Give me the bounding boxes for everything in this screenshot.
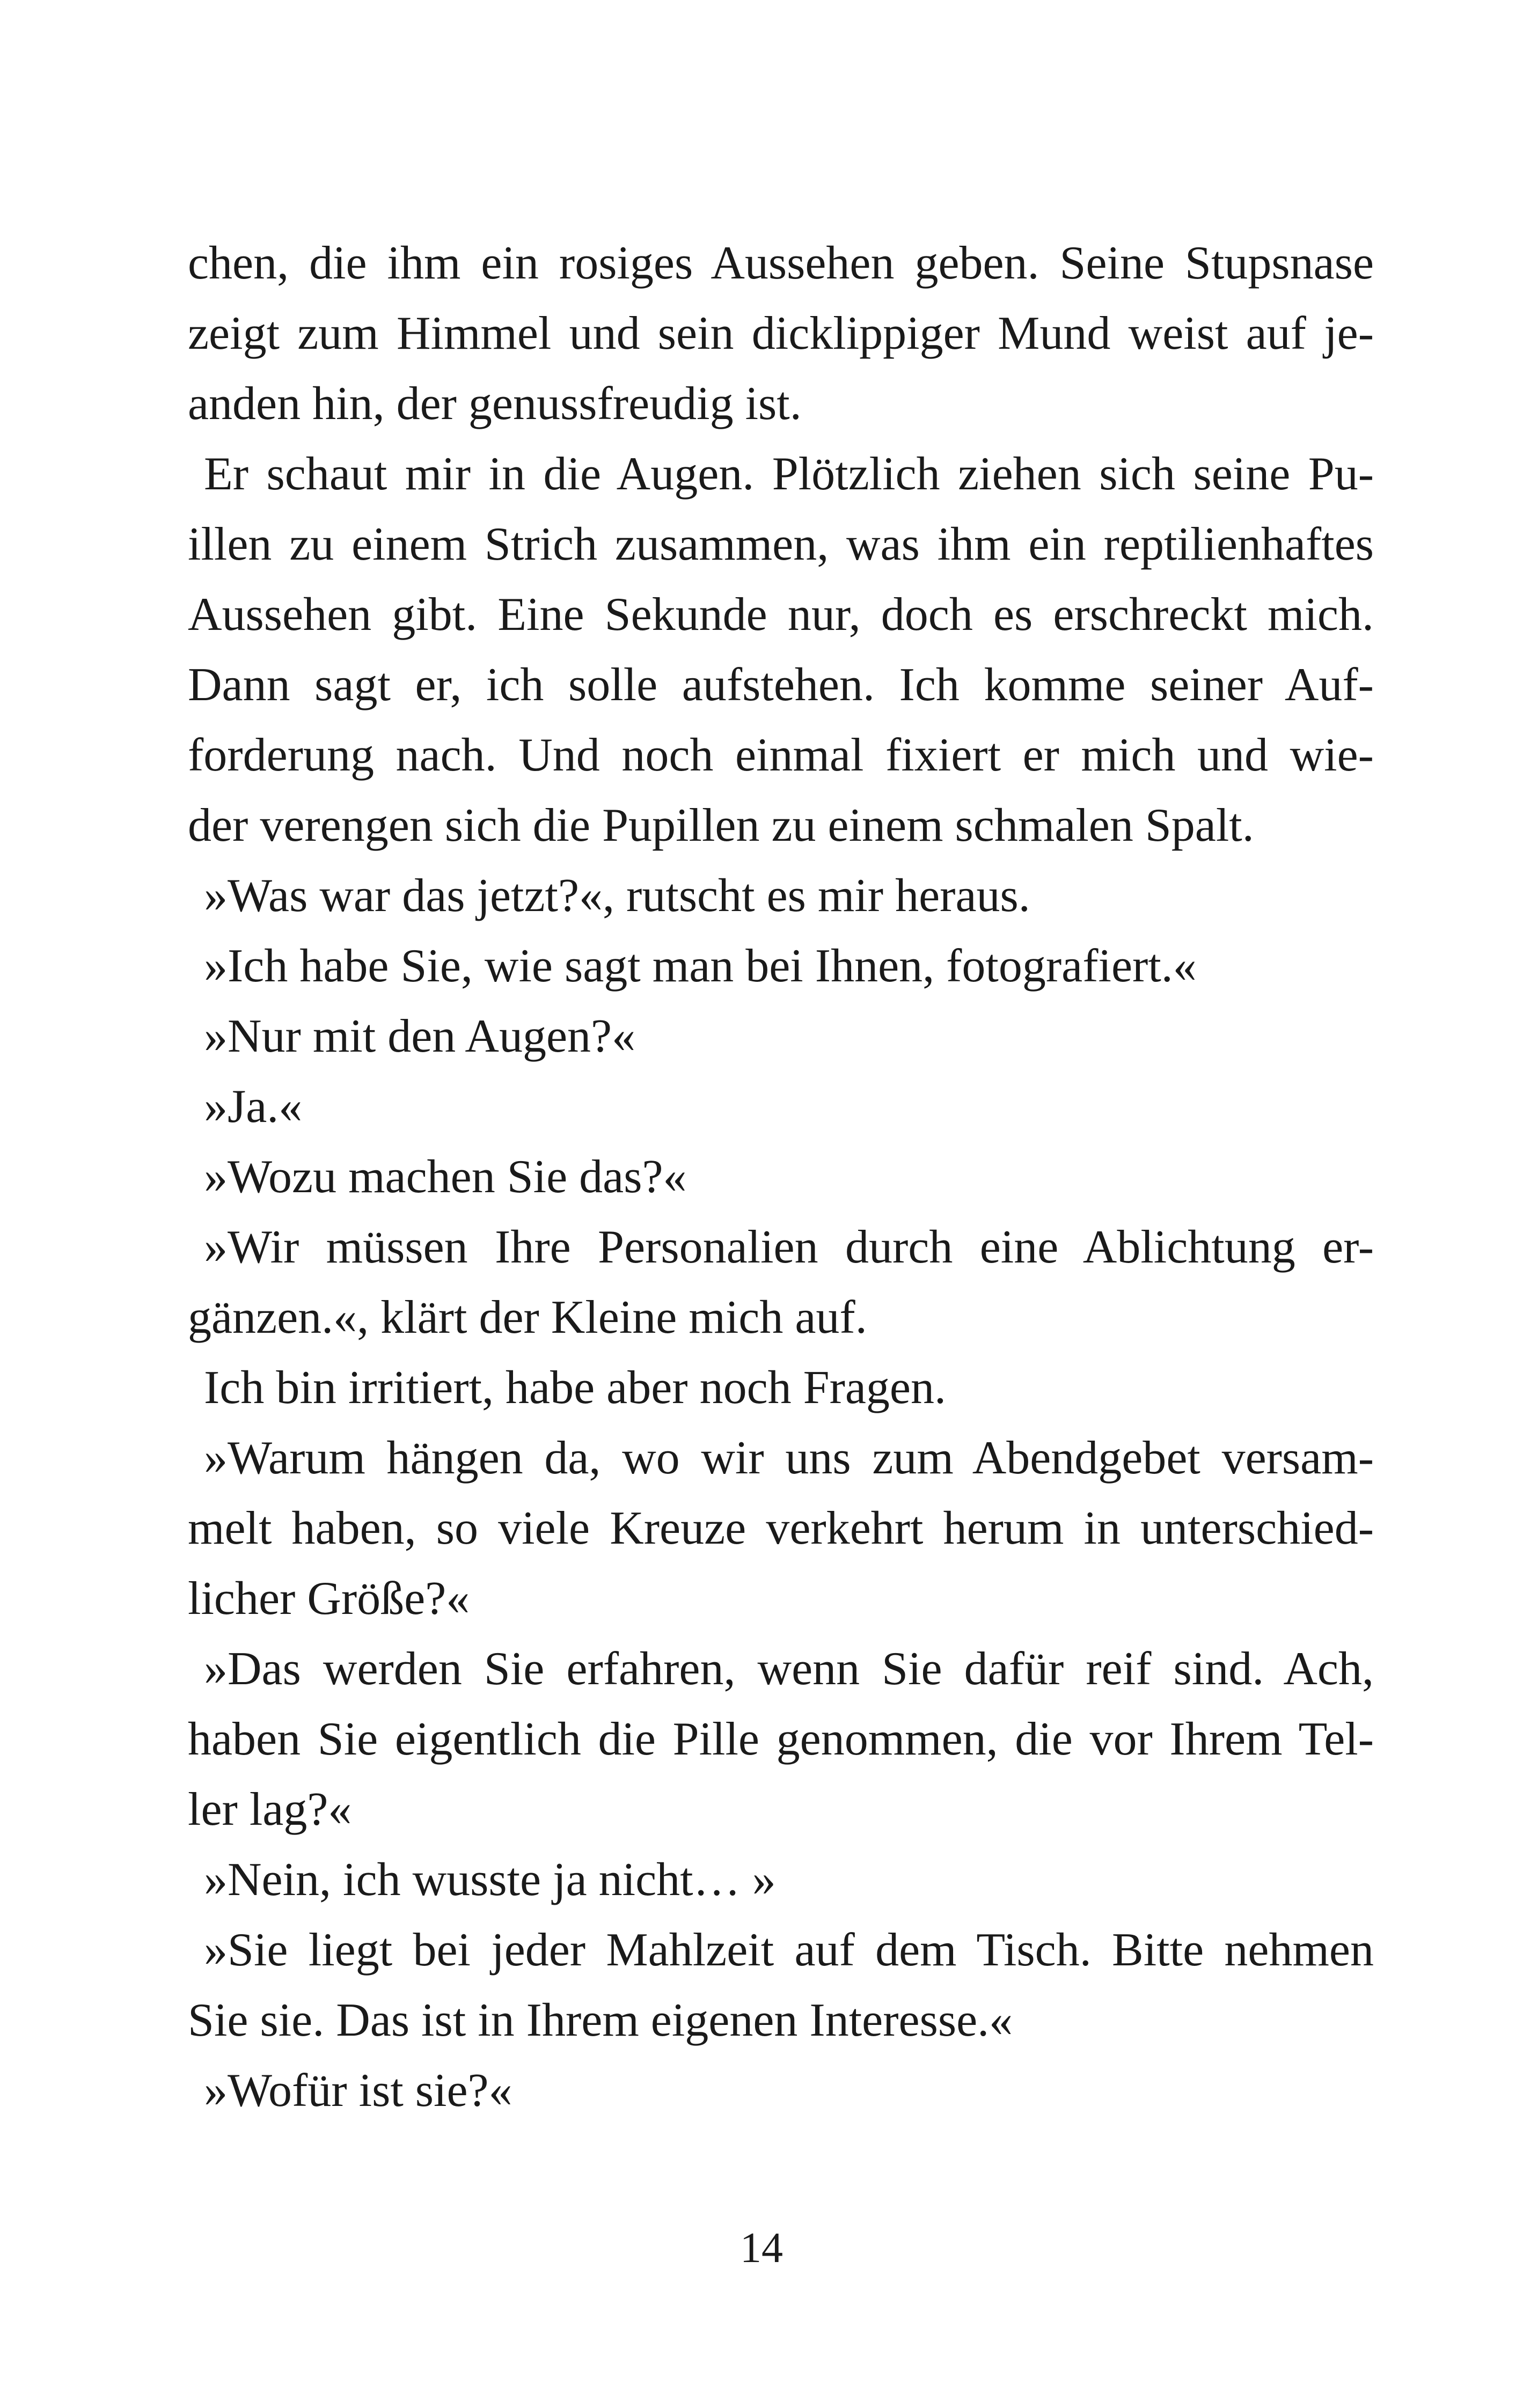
text-line: chen, die ihm ein rosiges Aussehen geben. Seine Stupsnase — [188, 237, 1374, 289]
text-line: Aussehen gibt. Eine Sekunde nur, doch es erschreckt mich. — [188, 589, 1374, 641]
body-text — [188, 228, 1374, 2126]
text-line: »Warum hängen da, wo wir uns zum Abendgebet versam- — [204, 1432, 1374, 1484]
text-line: Er schaut mir in die Augen. Plötzlich ziehen sich seine Pu- — [204, 448, 1374, 500]
text-line: »Wofür ist sie?« — [204, 2065, 512, 2117]
text-line: »Ich habe Sie, wie sagt man bei Ihnen, fotografiert.« — [204, 940, 1197, 992]
page-number: 14 — [740, 2225, 783, 2272]
text-line: forderung nach. Und noch einmal fixiert er mich und wie- — [188, 729, 1374, 781]
text-line: Sie sie. Das ist in Ihrem eigenen Interesse.« — [188, 1994, 1013, 2046]
text-line: »Was war das jetzt?«, rutscht es mir heraus. — [204, 870, 1030, 922]
text-line: Dann sagt er, ich solle aufstehen. Ich komme seiner Auf- — [188, 659, 1374, 711]
text-line: melt haben, so viele Kreuze verkehrt herum in unterschied- — [188, 1502, 1374, 1554]
text-line: ler lag?« — [188, 1783, 352, 1836]
text-line: »Nur mit den Augen?« — [204, 1010, 636, 1062]
text-line: »Sie liegt bei jeder Mahlzeit auf dem Tisch. Bitte nehmen — [204, 1924, 1374, 1976]
text-line: Ich bin irritiert, habe aber noch Fragen. — [204, 1362, 946, 1414]
text-line: »Ja.« — [204, 1081, 303, 1133]
text-line: licher Größe?« — [188, 1573, 470, 1625]
text-line: »Wozu machen Sie das?« — [204, 1151, 687, 1203]
text-line: illen zu einem Strich zusammen, was ihm ein reptilienhaftes — [188, 518, 1374, 570]
text-line: anden hin, der genussfreudig ist. — [188, 378, 802, 430]
text-line: »Nein, ich wusste ja nicht… » — [204, 1854, 776, 1906]
text-line: »Wir müssen Ihre Personalien durch eine Ablichtung er- — [204, 1221, 1374, 1273]
text-line: der verengen sich die Pupillen zu einem schmalen Spalt. — [188, 799, 1254, 851]
text-line: zeigt zum Himmel und sein dicklippiger Mund weist auf je- — [188, 307, 1374, 359]
text-line: haben Sie eigentlich die Pille genommen, die vor Ihrem Tel- — [188, 1713, 1374, 1765]
text-line: gänzen.«, klärt der Kleine mich auf. — [188, 1291, 867, 1344]
text-line: »Das werden Sie erfahren, wenn Sie dafür reif sind. Ach, — [204, 1643, 1374, 1695]
